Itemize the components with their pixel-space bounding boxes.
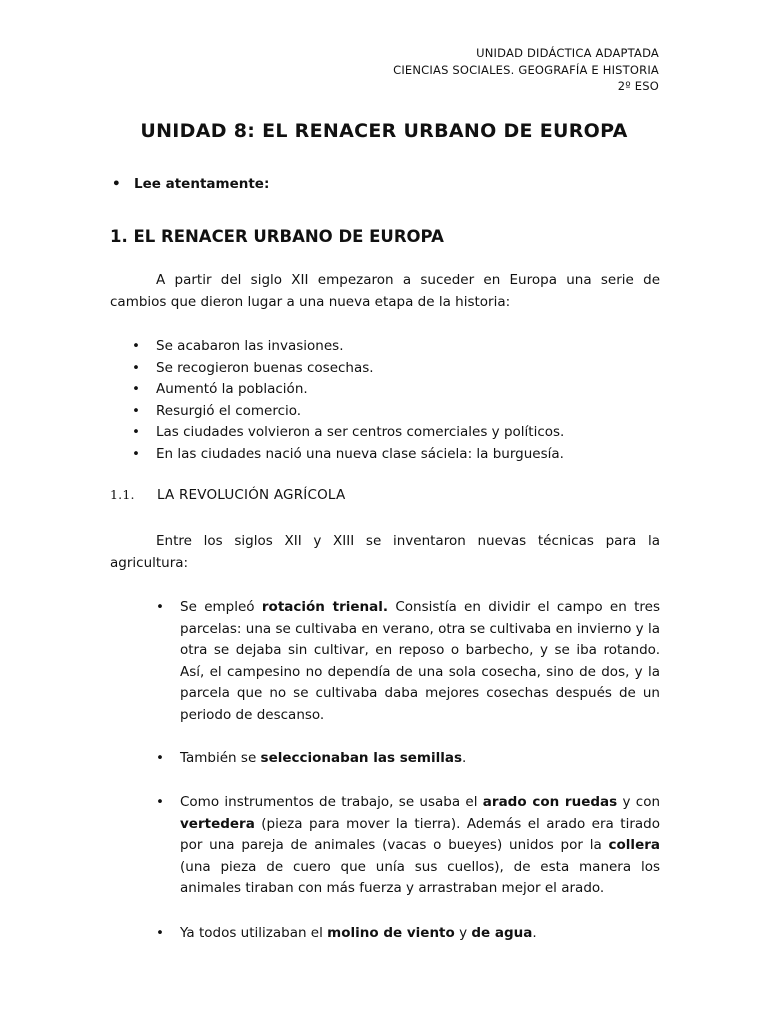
- technique-item-seeds: [180, 748, 660, 770]
- header-line-course: 2º ESO: [617, 79, 659, 93]
- text-run: .: [462, 750, 467, 766]
- instruction-text: Lee atentamente:: [134, 176, 270, 192]
- technique-item-mills: [180, 923, 660, 945]
- text-run: y: [454, 925, 472, 941]
- text-run: Ya todos utilizaban el: [180, 925, 328, 941]
- bold-term: collera: [608, 837, 660, 854]
- section-intro: A partir del siglo XII empezaron a suceder en Europa una serie de cambios que dieron lugar a una nueva etapa de la historia:: [110, 272, 660, 310]
- list-item: • Aumentó la población.: [110, 379, 564, 401]
- subsection-intro: Entre los siglos XII y XIII se inventaron nuevas técnicas para la agricultura:: [110, 533, 660, 571]
- bold-term: seleccionaban las semillas: [260, 750, 462, 766]
- subsection-title: LA REVOLUCIÓN AGRÍCOLA: [157, 487, 346, 503]
- text-run: Consistía en dividir el campo en tres parcelas: una se cultivaba en verano, otra se cultivaba en invierno y la otra se dejaba sin cultivar, en reposo o barbecho, y se iba rotando. Así, el campesino no dependía de una sola cosecha, sino de dos, y la parcela que no se cultivaba daba mejores cosechas después de un periodo de descanso.: [180, 599, 660, 723]
- list-item: • Las ciudades volvieron a ser centros comerciales y políticos.: [110, 422, 564, 444]
- technique-item-rotation: [180, 597, 660, 727]
- bold-term: arado con ruedas: [482, 794, 618, 810]
- text-run: Se empleó: [180, 599, 262, 615]
- text-run: (una pieza de cuero que unía sus cuellos), de esta manera los animales tiraban con más fuerza y arrastraban mejor el arado.: [180, 858, 660, 897]
- subsection-heading: [110, 487, 345, 503]
- text-run: .: [532, 925, 537, 941]
- bold-term: vertedera: [180, 815, 255, 832]
- list-item: • Resurgió el comercio.: [110, 401, 564, 423]
- list-item: • Se recogieron buenas cosechas.: [110, 358, 564, 380]
- technique-item-plough: [180, 792, 660, 900]
- subsection-number: 1.1.: [110, 487, 135, 502]
- page-title: UNIDAD 8: EL RENACER URBANO DE EUROPA: [140, 120, 628, 142]
- header-line-unit: UNIDAD DIDÁCTICA ADAPTADA: [476, 46, 659, 60]
- text-run: (pieza para mover la tierra). Además el arado era tirado por una pareja de animales (vacas o bueyes) unidos por la: [180, 815, 660, 854]
- section-heading: 1. EL RENACER URBANO DE EUROPA: [110, 227, 444, 246]
- bold-term: molino de viento: [327, 925, 455, 941]
- instruction: [112, 176, 270, 192]
- text-run: Como instrumentos de trabajo, se usaba el: [180, 794, 483, 810]
- bold-term: de agua: [471, 925, 533, 941]
- bullet-icon: •: [112, 176, 121, 192]
- text-run: También se: [180, 750, 261, 766]
- bold-term: rotación trienal.: [261, 599, 389, 615]
- document-header: [393, 45, 659, 95]
- list-item: • Se acabaron las invasiones.: [110, 336, 564, 358]
- header-line-subject: CIENCIAS SOCIALES. GEOGRAFÍA E HISTORIA: [393, 62, 659, 77]
- changes-list: [110, 336, 564, 466]
- text-run: y con: [617, 794, 661, 810]
- list-item: • En las ciudades nació una nueva clase sáciela: la burguesía.: [110, 444, 564, 466]
